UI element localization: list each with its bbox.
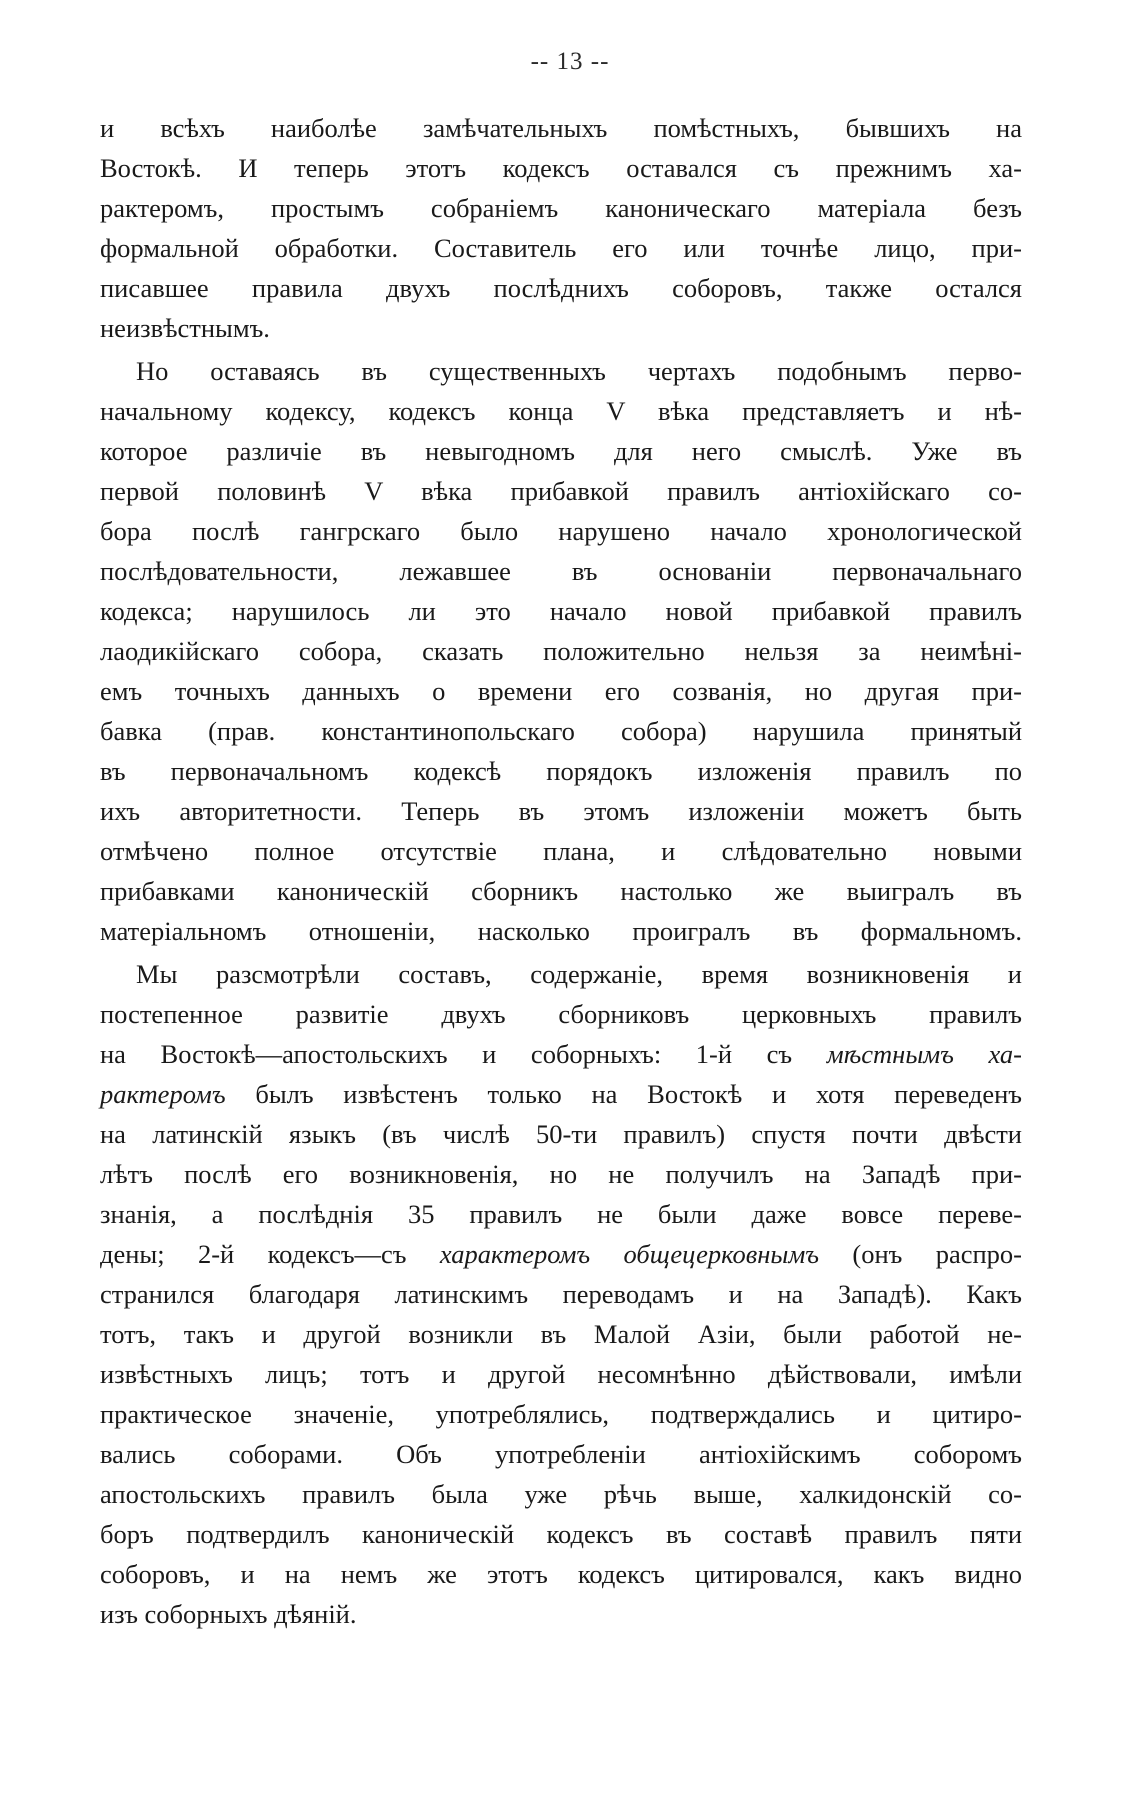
text-line: постепенное развитіе двухъ сборниковъ церковныхъ правилъ	[100, 999, 1022, 1029]
text-line: кодекса; нарушилось ли это начало новой прибавкой правилъ	[100, 596, 1022, 626]
text-line: формальной обработки. Составитель его или точнѣе лицо, при-	[100, 233, 1022, 263]
text-line: въ первоначальномъ кодексѣ порядокъ изложенія правилъ по	[100, 756, 1022, 786]
text-line: знанія, а послѣднія 35 правилъ не были даже вовсе переве-	[100, 1199, 1022, 1229]
text-line: неизвѣстнымъ.	[100, 313, 270, 343]
text-fragment: дены; 2-й кодексъ—съ	[100, 1239, 440, 1269]
text-line: вались соборами. Объ употребленіи антіохійскимъ соборомъ	[100, 1439, 1022, 1469]
paragraph-1	[100, 108, 1022, 348]
italic-fragment: характеромъ общецерковнымъ	[439, 1239, 819, 1269]
text-line	[100, 1074, 1022, 1114]
text-line: и всѣхъ наиболѣе замѣчательныхъ помѣстныхъ, бывшихъ на	[100, 113, 1022, 143]
text-line: тотъ, такъ и другой возникли въ Малой Азіи, были работой не-	[100, 1319, 1022, 1349]
text-line: извѣстныхъ лицъ; тотъ и другой несомнѣнно дѣйствовали, имѣли	[100, 1359, 1022, 1389]
text-line: соборовъ, и на немъ же этотъ кодексъ цитировался, какъ видно	[100, 1559, 1022, 1589]
text-line: емъ точныхъ данныхъ о времени его созванія, но другая при-	[100, 676, 1022, 706]
text-line: матеріальномъ отношеніи, насколько проигралъ въ формальномъ.	[100, 916, 1022, 946]
text-line: отмѣчено полное отсутствіе плана, и слѣдовательно новыми	[100, 836, 1022, 866]
text-line	[100, 1234, 1022, 1274]
text-line: рактеромъ, простымъ собраніемъ каноническаго матеріала безъ	[100, 193, 1022, 223]
italic-fragment: рактеромъ	[100, 1079, 226, 1109]
italic-fragment: мѣстнымъ ха-	[826, 1039, 1023, 1069]
text-line: боръ подтвердилъ каноническій кодексъ въ составѣ правилъ пяти	[100, 1519, 1022, 1549]
text-line: изъ соборныхъ дѣяній.	[100, 1599, 357, 1629]
body-text	[100, 108, 1022, 1634]
text-line: бавка (прав. константинопольскаго собора) нарушила принятый	[100, 716, 1022, 746]
text-fragment: былъ извѣстенъ только на Востокѣ и хотя переведенъ	[225, 1079, 1022, 1109]
text-line: апостольскихъ правилъ была уже рѣчь выше, халкидонскій со-	[100, 1479, 1022, 1509]
text-line: бора послѣ гангрскаго было нарушено начало хронологической	[100, 516, 1022, 546]
paragraph-2	[100, 351, 1022, 951]
text-line: практическое значеніе, употреблялись, подтверждались и цитиро-	[100, 1399, 1022, 1429]
text-line: которое различіе въ невыгодномъ для него смыслѣ. Уже въ	[100, 436, 1022, 466]
text-line: Мы разсмотрѣли составъ, содержаніе, время возникновенія и	[136, 959, 1022, 989]
text-line: Но оставаясь въ существенныхъ чертахъ подобнымъ перво-	[136, 356, 1022, 386]
text-line: прибавками каноническій сборникъ настолько же выигралъ въ	[100, 876, 1022, 906]
paragraph-3	[100, 954, 1022, 1634]
text-line: ихъ авторитетности. Теперь въ этомъ изложеніи можетъ быть	[100, 796, 1022, 826]
text-fragment: на Востокѣ—апостольскихъ и соборныхъ: 1-й съ	[100, 1039, 827, 1069]
text-line: послѣдовательности, лежавшее въ основаніи первоначальнаго	[100, 556, 1022, 586]
text-line: на латинскій языкъ (въ числѣ 50-ти правилъ) спустя почти двѣсти	[100, 1119, 1022, 1149]
text-line: Востокѣ. И теперь этотъ кодексъ оставался съ прежнимъ ха-	[100, 153, 1022, 183]
text-fragment: (онъ распро-	[819, 1239, 1022, 1269]
page-number: -- 13 --	[530, 48, 610, 75]
text-line: лаодикійскаго собора, сказать положительно нельзя за неимѣні-	[100, 636, 1022, 666]
text-line	[100, 1034, 1022, 1074]
text-line: начальному кодексу, кодексъ конца V вѣка представляетъ и нѣ-	[100, 396, 1022, 426]
text-line: первой половинѣ V вѣка прибавкой правилъ антіохійскаго со-	[100, 476, 1022, 506]
text-line: писавшее правила двухъ послѣднихъ соборовъ, также остался	[100, 273, 1022, 303]
text-line: лѣтъ послѣ его возникновенія, но не получилъ на Западѣ при-	[100, 1159, 1022, 1189]
text-line: странился благодаря латинскимъ переводамъ и на Западѣ). Какъ	[100, 1279, 1022, 1309]
